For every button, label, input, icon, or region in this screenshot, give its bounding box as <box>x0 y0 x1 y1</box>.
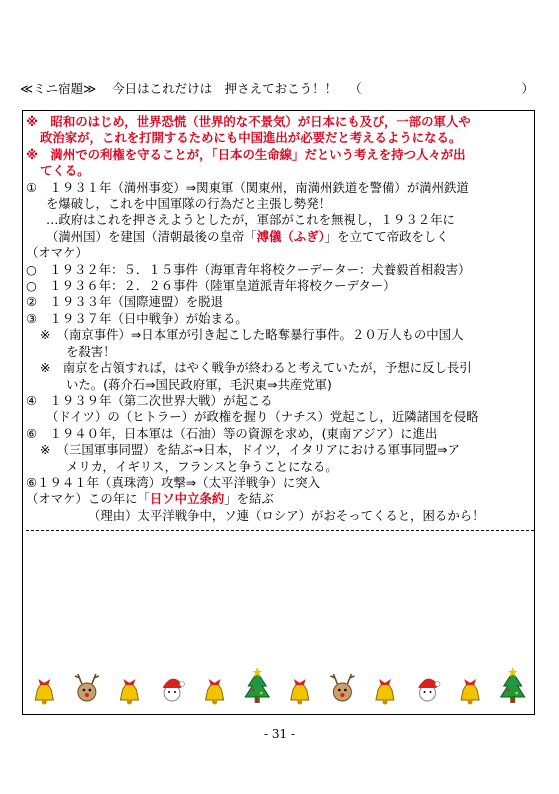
reindeer-icon <box>330 674 354 701</box>
text-segment: （オマケ）この年に「 <box>26 491 150 507</box>
list-item <box>26 229 534 245</box>
reindeer-icon <box>75 674 99 701</box>
list-item: （理由）太平洋戦争中，ソ連（ロシア）がおそってくると，困るから！ <box>88 507 485 523</box>
red-note-1b: 政治家が，これを打開するためにも中国進出が必要だと考えるようになる。 <box>40 130 462 146</box>
santa-icon <box>419 679 441 701</box>
christmas-decoration-border <box>23 664 534 708</box>
answer-paren-close: ） <box>521 81 534 96</box>
list-item: ○ １９３６年：２．２６事件（陸軍皇道派青年将校クーデター） <box>26 278 396 294</box>
christmas-tree-icon <box>245 667 269 703</box>
text-segment: （満州国）を建国（清朝最後の皇帝「 <box>46 228 257 244</box>
list-item: ⑥ １９４０年，日本軍は（石油）等の資源を求め，(東南アジア）に進出 <box>26 425 438 441</box>
bell-icon <box>35 679 53 705</box>
list-item: ④ １９３９年（第二次世界大戦）が起こる <box>26 392 273 408</box>
page-number: - 31 - <box>263 727 295 741</box>
christmas-tree-icon <box>501 667 525 703</box>
list-item: ※ （三国軍事同盟）を結ぶ→日本，ドイツ，イタリアにおける軍事同盟⇒ア <box>40 442 460 458</box>
list-item: （オマケ） <box>26 245 88 261</box>
list-item: ② １９３３年（国際連盟）を脱退 <box>26 294 223 310</box>
list-item: …政府はこれを押さえようとしたが，軍部がこれを無視し，１９３２年に <box>46 212 455 228</box>
bell-icon <box>376 679 394 705</box>
content-frame <box>22 110 535 715</box>
text-segment: 」を立てて帝政をしく <box>324 228 449 244</box>
red-note-2b: てくる。 <box>40 163 90 179</box>
dashed-divider <box>26 530 534 531</box>
bell-icon <box>120 679 138 705</box>
list-item: メリカ，イギリス，フランスと争うことになる。 <box>66 458 338 474</box>
list-item <box>26 491 534 507</box>
list-item: ※ （南京事件）⇒日本軍が引き起こした略奪暴行事件。２０万人もの中国人 <box>40 327 464 343</box>
red-note-1a: ※ 昭和のはじめ，世界恐慌（世界的な不景気）が日本にも及び，一部の軍人や <box>26 114 471 129</box>
santa-icon <box>163 679 185 701</box>
homework-header <box>20 79 540 97</box>
list-item: を爆破し，これを中国軍隊の行為だと主張し勢発！ <box>46 196 331 212</box>
list-item: ⑥１９４１年（真珠湾）攻撃⇒（太平洋戦争）に突入 <box>26 474 321 490</box>
content-body <box>26 114 534 531</box>
text-segment: 」を結ぶ <box>224 491 274 507</box>
list-item: ○ １９３２年：５．１５事件（海軍青年将校クーデーター：犬養毅首相殺害） <box>26 261 471 277</box>
header-prompt: 今日はこれだけは 押さえておこう！！ <box>112 81 338 96</box>
red-note-2a: ※ 満州での利権を守ることが，「日本の生命線」だという考えを持つ人々が出 <box>26 146 466 162</box>
list-item: ③ １９３７年（日中戦争）が始まる。 <box>26 310 248 326</box>
list-item: を殺害！ <box>66 343 116 359</box>
bell-icon <box>206 679 224 705</box>
bell-icon <box>291 679 309 705</box>
bell-icon <box>461 679 479 705</box>
answer-paren-open: （ <box>349 81 362 96</box>
list-item: ① １９３１年（満州事変）⇒関東軍（関東州，南満州鉄道を警備）が満州鉄道 <box>26 179 469 195</box>
answer-highlight: 日ソ中立条約 <box>149 491 225 507</box>
header-title: ≪ミニ宿題≫ <box>20 81 97 96</box>
list-item: いた。(蒋介石⇒国民政府軍，毛沢東⇒共産党軍) <box>66 376 332 392</box>
list-item: （ドイツ）の（ヒトラー）が政権を握り（ナチス）党起こし，近隣諸国を侵略 <box>46 409 479 425</box>
list-item: ※ 南京を占領すれば，はやく戦争が終わると考えていたが，予想に反し長引 <box>40 360 472 376</box>
answer-highlight: 溥儀（ふぎ） <box>256 228 325 244</box>
